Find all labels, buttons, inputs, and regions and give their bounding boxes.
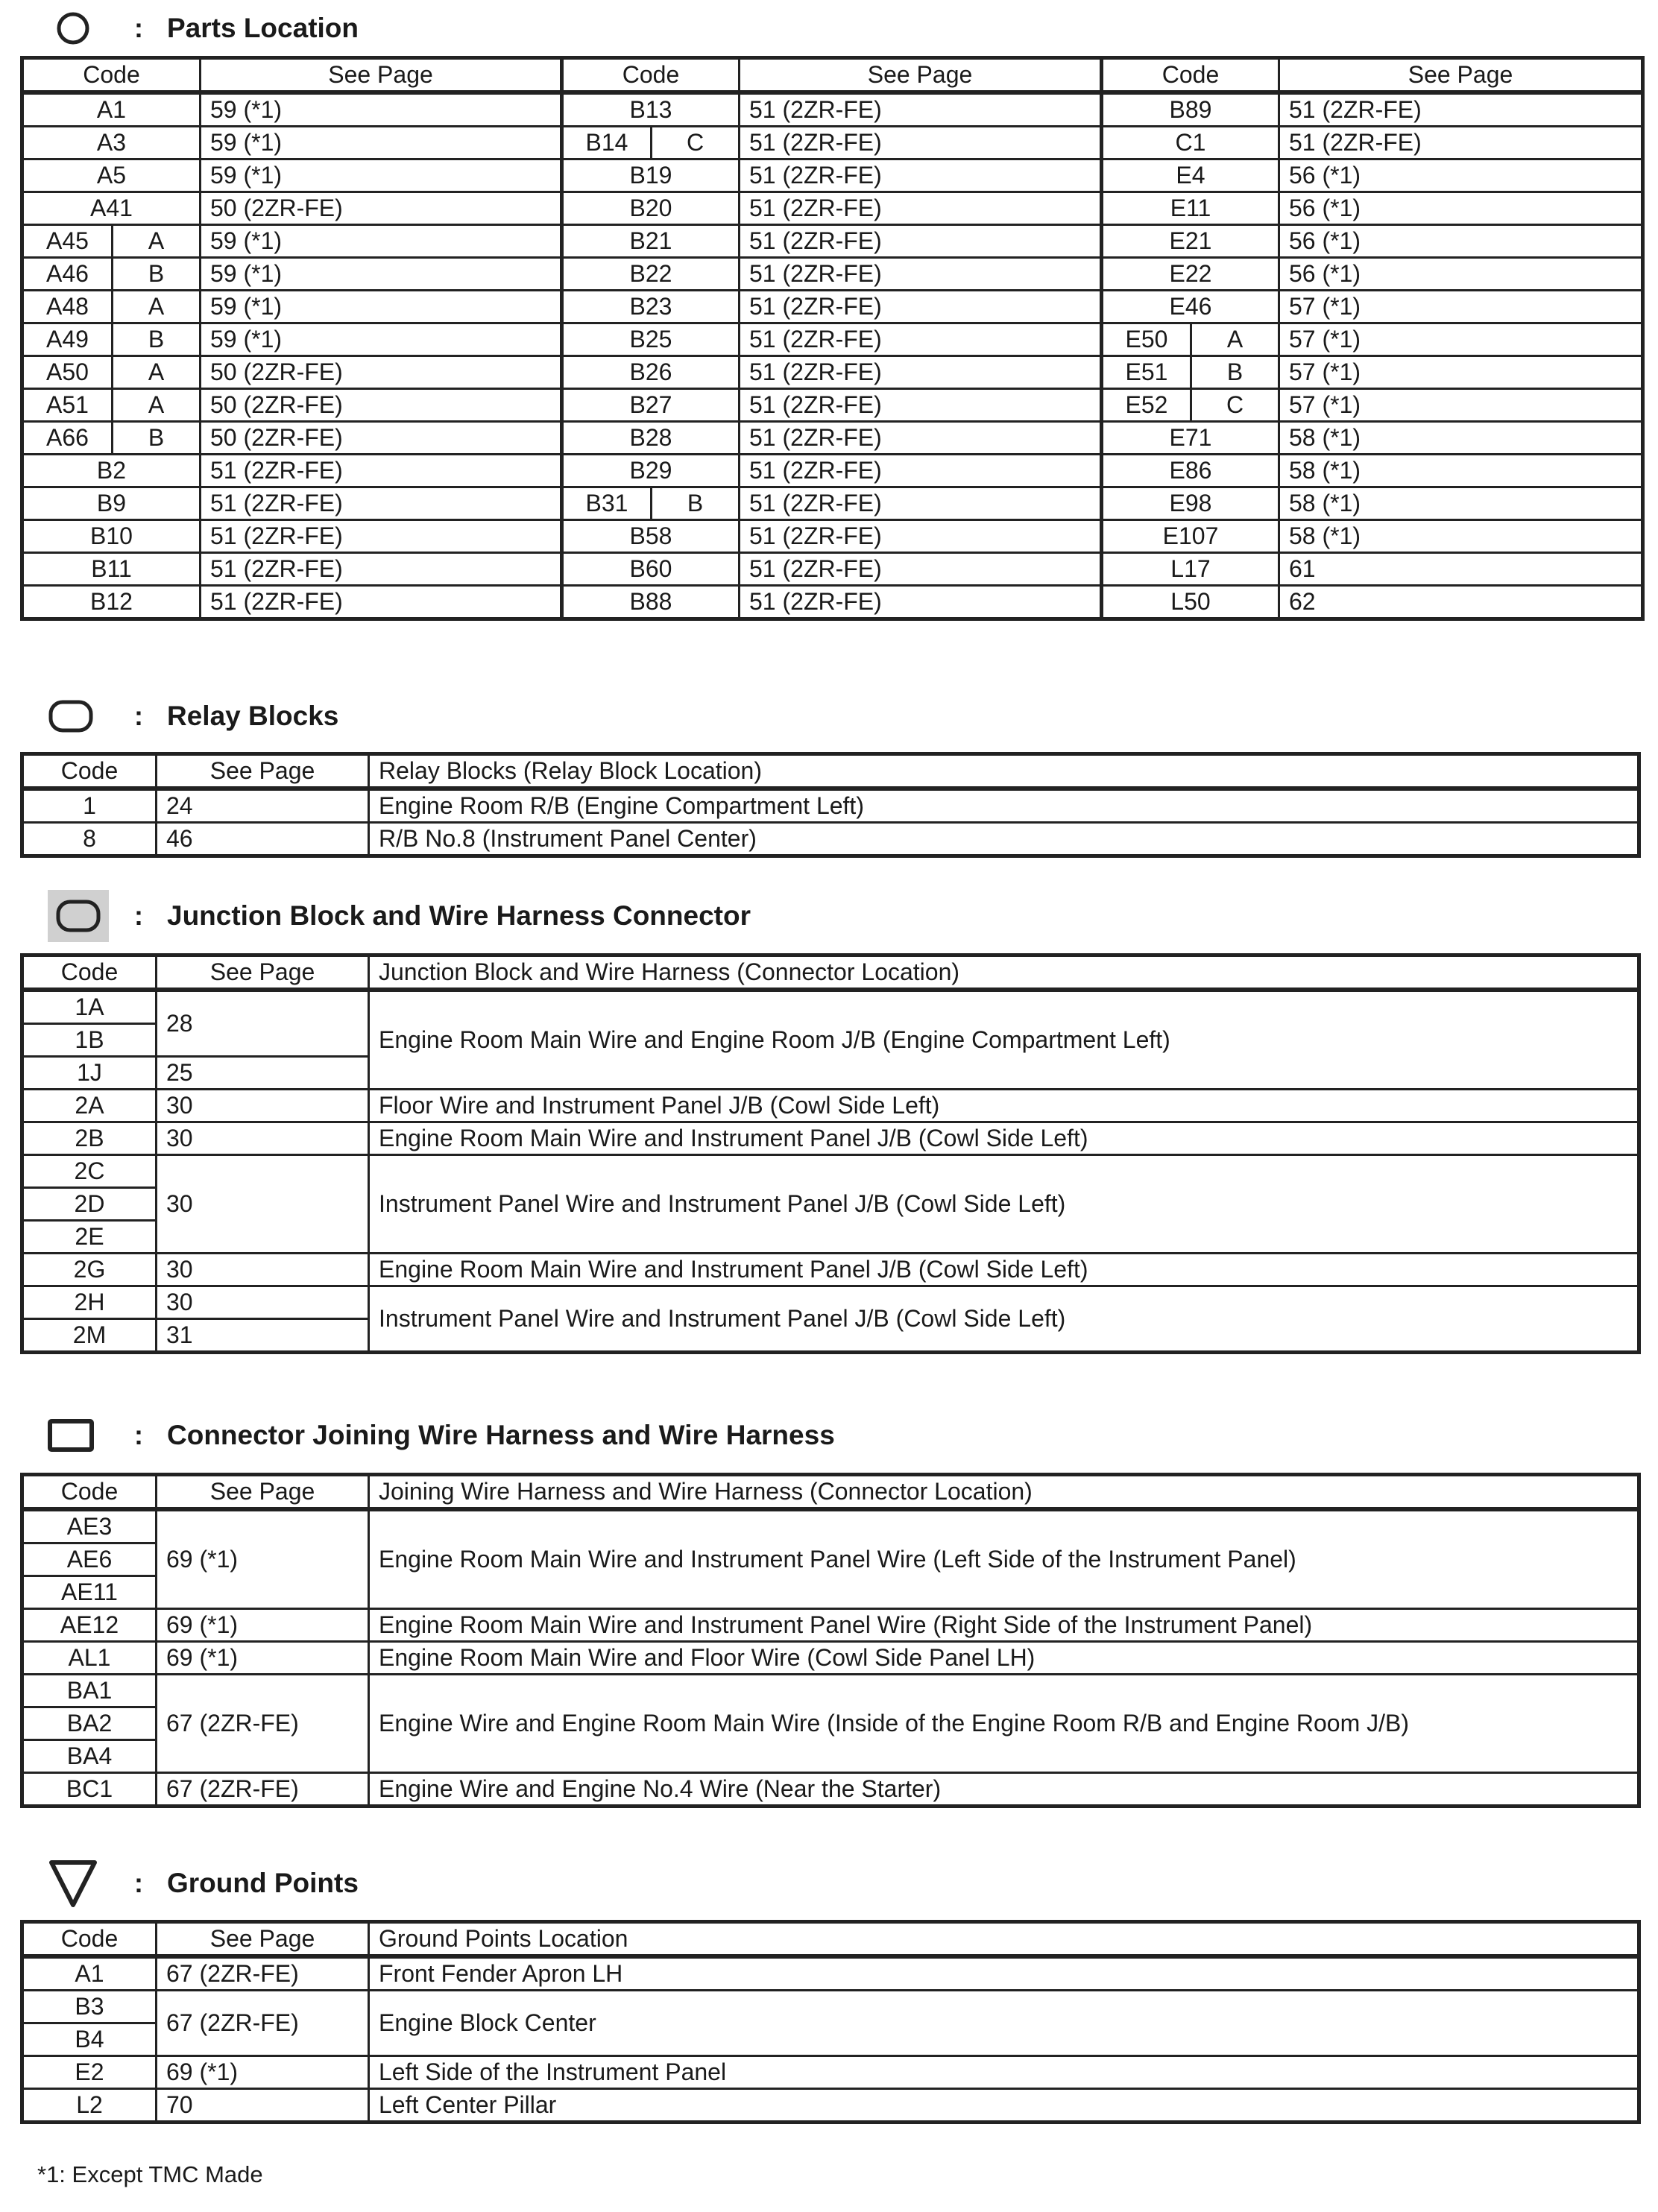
code-cell: BA4: [22, 1740, 157, 1773]
page-cell: 51 (2ZR-FE): [201, 586, 562, 619]
location-cell: Engine Room Main Wire and Engine Room J/B (Engine Compartment Left): [369, 990, 1639, 1090]
code-cell: B22: [562, 258, 740, 291]
code-cell: 2B: [22, 1122, 157, 1155]
code-cell: 2A: [22, 1090, 157, 1122]
location-cell: Engine Room R/B (Engine Compartment Left): [369, 789, 1639, 823]
header-location: Joining Wire Harness and Wire Harness (Connector Location): [369, 1475, 1639, 1510]
code-cell: 2E: [22, 1221, 157, 1254]
code-cell: A50: [22, 356, 113, 389]
page-cell: 25: [157, 1057, 369, 1090]
code-cell: AE12: [22, 1609, 157, 1642]
header-see-page: See Page: [157, 955, 369, 990]
table-row: [22, 159, 1643, 192]
footnote: *1: Except TMC Made: [37, 2161, 263, 2187]
page-cell: 51 (2ZR-FE): [740, 291, 1102, 323]
parts-location-table: [20, 56, 1645, 621]
page-cell: 57 (*1): [1279, 291, 1643, 323]
table-header-row: [22, 1475, 1639, 1510]
section-title: Junction Block and Wire Harness Connector: [167, 900, 751, 931]
page-cell: 51 (2ZR-FE): [740, 258, 1102, 291]
page-cell: 69 (*1): [157, 1509, 369, 1609]
page-cell: 69 (*1): [157, 1609, 369, 1642]
shaded-rounded-rect-icon: [48, 890, 109, 942]
header-see-page: See Page: [201, 58, 562, 93]
table-row: [22, 2089, 1639, 2123]
page-cell: 67 (2ZR-FE): [157, 1675, 369, 1773]
page-cell: 51 (2ZR-FE): [740, 92, 1102, 127]
heading-colon: :: [134, 701, 143, 731]
section-title: Relay Blocks: [167, 701, 339, 731]
code-cell: E2: [22, 2056, 157, 2089]
page-cell: 58 (*1): [1279, 520, 1643, 553]
section-title: Parts Location: [167, 13, 359, 43]
page-cell: 67 (2ZR-FE): [157, 1956, 369, 1991]
connector-sub-cell: A: [113, 225, 201, 258]
code-cell: E98: [1102, 487, 1279, 520]
page-cell: 50 (2ZR-FE): [201, 192, 562, 225]
code-cell: B28: [562, 422, 740, 455]
code-cell: 1A: [22, 990, 157, 1024]
page-cell: 57 (*1): [1279, 356, 1643, 389]
code-cell: E71: [1102, 422, 1279, 455]
page-cell: 56 (*1): [1279, 159, 1643, 192]
code-cell: B20: [562, 192, 740, 225]
location-cell: Instrument Panel Wire and Instrument Panel J/B (Cowl Side Left): [369, 1286, 1639, 1353]
code-cell: A49: [22, 323, 113, 356]
table-row: [22, 553, 1643, 586]
page-cell: 51 (2ZR-FE): [740, 586, 1102, 619]
page-cell: 51 (2ZR-FE): [201, 455, 562, 487]
table-row: [22, 1509, 1639, 1543]
connector-sub-cell: A: [1191, 323, 1279, 356]
page-cell: 67 (2ZR-FE): [157, 1773, 369, 1807]
table-header-row: [22, 58, 1643, 93]
code-cell: B23: [562, 291, 740, 323]
page-cell: 51 (2ZR-FE): [740, 356, 1102, 389]
page-cell: 57 (*1): [1279, 323, 1643, 356]
section-title: Ground Points: [167, 1868, 359, 1898]
connector-joining-table: [20, 1473, 1641, 1808]
code-cell: B89: [1102, 92, 1279, 127]
table-row: [22, 127, 1643, 159]
page-cell: 46: [157, 823, 369, 856]
table-row: [22, 586, 1643, 619]
page-cell: 59 (*1): [201, 225, 562, 258]
connector-sub-cell: A: [113, 291, 201, 323]
page-cell: 50 (2ZR-FE): [201, 389, 562, 422]
code-cell: E11: [1102, 192, 1279, 225]
location-cell: Engine Room Main Wire and Instrument Panel Wire (Left Side of the Instrument Panel): [369, 1509, 1639, 1609]
code-cell: C1: [1102, 127, 1279, 159]
page-cell: 69 (*1): [157, 1642, 369, 1675]
page-cell: 59 (*1): [201, 258, 562, 291]
code-cell: A1: [22, 1956, 157, 1991]
code-cell: B13: [562, 92, 740, 127]
table-row: [22, 487, 1643, 520]
code-cell: E51: [1102, 356, 1191, 389]
connector-sub-cell: B: [113, 323, 201, 356]
header-code: Code: [22, 58, 201, 93]
code-cell: BA2: [22, 1707, 157, 1740]
code-cell: B3: [22, 1991, 157, 2023]
code-cell: 1J: [22, 1057, 157, 1090]
page-cell: 62: [1279, 586, 1643, 619]
page-cell: 28: [157, 990, 369, 1057]
page-cell: 24: [157, 789, 369, 823]
code-cell: L17: [1102, 553, 1279, 586]
connector-sub-cell: A: [113, 389, 201, 422]
page-cell: 50 (2ZR-FE): [201, 356, 562, 389]
table-row: [22, 1155, 1639, 1188]
header-code: Code: [22, 1922, 157, 1957]
section-title: Connector Joining Wire Harness and Wire Harness: [167, 1420, 835, 1450]
location-cell: Instrument Panel Wire and Instrument Panel J/B (Cowl Side Left): [369, 1155, 1639, 1254]
location-cell: Left Side of the Instrument Panel: [369, 2056, 1639, 2089]
code-cell: A1: [22, 92, 201, 127]
table-row: [22, 1609, 1639, 1642]
rounded-rect-icon: [40, 694, 102, 739]
header-see-page: See Page: [157, 1475, 369, 1510]
table-row: [22, 258, 1643, 291]
table-row: [22, 1773, 1639, 1807]
location-cell: Engine Room Main Wire and Instrument Panel J/B (Cowl Side Left): [369, 1254, 1639, 1286]
header-location: Junction Block and Wire Harness (Connector Location): [369, 955, 1639, 990]
code-cell: E22: [1102, 258, 1279, 291]
code-cell: B88: [562, 586, 740, 619]
code-cell: A51: [22, 389, 113, 422]
code-cell: A41: [22, 192, 201, 225]
code-cell: B11: [22, 553, 201, 586]
location-cell: Engine Wire and Engine Room Main Wire (Inside of the Engine Room R/B and Engine Room J/B): [369, 1675, 1639, 1773]
code-cell: E52: [1102, 389, 1191, 422]
header-see-page: See Page: [157, 1922, 369, 1957]
table-row: [22, 291, 1643, 323]
square-icon: [40, 1413, 102, 1458]
location-cell: Engine Wire and Engine No.4 Wire (Near the Starter): [369, 1773, 1639, 1807]
page-cell: 51 (2ZR-FE): [740, 455, 1102, 487]
table-row: [22, 1122, 1639, 1155]
page-cell: 70: [157, 2089, 369, 2123]
code-cell: B58: [562, 520, 740, 553]
table-row: [22, 2056, 1639, 2089]
header-see-page: See Page: [740, 58, 1102, 93]
code-cell: E4: [1102, 159, 1279, 192]
page-cell: 59 (*1): [201, 323, 562, 356]
code-cell: 8: [22, 823, 157, 856]
code-cell: E107: [1102, 520, 1279, 553]
location-cell: Floor Wire and Instrument Panel J/B (Cowl Side Left): [369, 1090, 1639, 1122]
code-cell: B31: [562, 487, 652, 520]
code-cell: 2G: [22, 1254, 157, 1286]
page-cell: 30: [157, 1286, 369, 1319]
code-cell: BA1: [22, 1675, 157, 1707]
location-cell: Front Fender Apron LH: [369, 1956, 1639, 1991]
page-cell: 30: [157, 1254, 369, 1286]
code-cell: 1B: [22, 1024, 157, 1057]
connector-sub-cell: B: [652, 487, 740, 520]
heading-colon: :: [134, 13, 143, 43]
page-cell: 30: [157, 1122, 369, 1155]
code-cell: L2: [22, 2089, 157, 2123]
code-cell: B12: [22, 586, 201, 619]
code-cell: A3: [22, 127, 201, 159]
page-cell: 56 (*1): [1279, 192, 1643, 225]
code-cell: 2D: [22, 1188, 157, 1221]
page-cell: 51 (2ZR-FE): [1279, 127, 1643, 159]
code-cell: A48: [22, 291, 113, 323]
code-cell: B19: [562, 159, 740, 192]
header-code: Code: [22, 955, 157, 990]
code-cell: L50: [1102, 586, 1279, 619]
page-cell: 50 (2ZR-FE): [201, 422, 562, 455]
table-header-row: [22, 754, 1639, 789]
code-cell: B29: [562, 455, 740, 487]
page-cell: 30: [157, 1155, 369, 1254]
code-cell: BC1: [22, 1773, 157, 1807]
code-cell: A46: [22, 258, 113, 291]
code-cell: 2M: [22, 1319, 157, 1353]
code-cell: 1: [22, 789, 157, 823]
page-cell: 61: [1279, 553, 1643, 586]
location-cell: Engine Room Main Wire and Instrument Panel Wire (Right Side of the Instrument Panel): [369, 1609, 1639, 1642]
table-row: [22, 92, 1643, 127]
page-cell: 56 (*1): [1279, 258, 1643, 291]
code-cell: B27: [562, 389, 740, 422]
connector-sub-cell: B: [1191, 356, 1279, 389]
code-cell: A5: [22, 159, 201, 192]
location-cell: Left Center Pillar: [369, 2089, 1639, 2123]
table-row: [22, 789, 1639, 823]
location-cell: Engine Room Main Wire and Floor Wire (Cowl Side Panel LH): [369, 1642, 1639, 1675]
page-cell: 59 (*1): [201, 159, 562, 192]
page-cell: 51 (2ZR-FE): [740, 159, 1102, 192]
page-cell: 67 (2ZR-FE): [157, 1991, 369, 2056]
ground-points-table: [20, 1920, 1641, 2124]
table-row: [22, 520, 1643, 553]
code-cell: AE6: [22, 1543, 157, 1576]
code-cell: B14: [562, 127, 652, 159]
code-cell: AE11: [22, 1576, 157, 1609]
page-cell: 51 (2ZR-FE): [740, 487, 1102, 520]
page-cell: 31: [157, 1319, 369, 1353]
heading-colon: :: [134, 900, 143, 931]
code-cell: E46: [1102, 291, 1279, 323]
page-cell: 56 (*1): [1279, 225, 1643, 258]
relay-blocks-table: [20, 752, 1641, 858]
code-cell: B10: [22, 520, 201, 553]
heading-colon: :: [134, 1868, 143, 1898]
page-cell: 51 (2ZR-FE): [740, 422, 1102, 455]
page-cell: 51 (2ZR-FE): [201, 487, 562, 520]
page-cell: 59 (*1): [201, 92, 562, 127]
page-cell: 69 (*1): [157, 2056, 369, 2089]
table-header-row: [22, 955, 1639, 990]
code-cell: B21: [562, 225, 740, 258]
page-cell: 51 (2ZR-FE): [201, 553, 562, 586]
page-cell: 58 (*1): [1279, 455, 1643, 487]
page-cell: 59 (*1): [201, 127, 562, 159]
code-cell: A45: [22, 225, 113, 258]
triangle-down-icon: [42, 1857, 104, 1909]
code-cell: 2H: [22, 1286, 157, 1319]
code-cell: E21: [1102, 225, 1279, 258]
table-row: [22, 1254, 1639, 1286]
code-cell: B25: [562, 323, 740, 356]
connector-sub-cell: B: [113, 422, 201, 455]
page-cell: 51 (2ZR-FE): [740, 323, 1102, 356]
connector-sub-cell: C: [1191, 389, 1279, 422]
page-cell: 51 (2ZR-FE): [740, 520, 1102, 553]
table-row: [22, 192, 1643, 225]
code-cell: AL1: [22, 1642, 157, 1675]
page-cell: 58 (*1): [1279, 422, 1643, 455]
table-header-row: [22, 1922, 1639, 1957]
connector-sub-cell: A: [113, 356, 201, 389]
code-cell: 2C: [22, 1155, 157, 1188]
header-location: Ground Points Location: [369, 1922, 1639, 1957]
table-row: [22, 455, 1643, 487]
page-cell: 58 (*1): [1279, 487, 1643, 520]
header-code: Code: [1102, 58, 1279, 93]
code-cell: B4: [22, 2023, 157, 2056]
page-cell: 51 (2ZR-FE): [740, 553, 1102, 586]
circle-icon: [42, 6, 104, 51]
code-cell: E86: [1102, 455, 1279, 487]
page-cell: 51 (2ZR-FE): [740, 225, 1102, 258]
table-row: [22, 1991, 1639, 2023]
table-row: [22, 823, 1639, 856]
table-row: [22, 422, 1643, 455]
table-row: [22, 990, 1639, 1024]
page-cell: 51 (2ZR-FE): [740, 127, 1102, 159]
header-see-page: See Page: [1279, 58, 1643, 93]
header-see-page: See Page: [157, 754, 369, 789]
page-cell: 57 (*1): [1279, 389, 1643, 422]
code-cell: E50: [1102, 323, 1191, 356]
page-cell: 30: [157, 1090, 369, 1122]
table-row: [22, 1286, 1639, 1319]
page-cell: 51 (2ZR-FE): [740, 389, 1102, 422]
connector-sub-cell: B: [113, 258, 201, 291]
code-cell: B26: [562, 356, 740, 389]
page-cell: 51 (2ZR-FE): [201, 520, 562, 553]
header-code: Code: [562, 58, 740, 93]
table-row: [22, 389, 1643, 422]
location-cell: R/B No.8 (Instrument Panel Center): [369, 823, 1639, 856]
page-cell: 51 (2ZR-FE): [1279, 92, 1643, 127]
heading-colon: :: [134, 1420, 143, 1450]
header-location: Relay Blocks (Relay Block Location): [369, 754, 1639, 789]
location-cell: Engine Block Center: [369, 1991, 1639, 2056]
table-row: [22, 1090, 1639, 1122]
code-cell: A66: [22, 422, 113, 455]
page-cell: 51 (2ZR-FE): [740, 192, 1102, 225]
header-code: Code: [22, 1475, 157, 1510]
location-cell: Engine Room Main Wire and Instrument Panel J/B (Cowl Side Left): [369, 1122, 1639, 1155]
table-row: [22, 356, 1643, 389]
table-row: [22, 1956, 1639, 1991]
table-row: [22, 225, 1643, 258]
code-cell: B2: [22, 455, 201, 487]
page-cell: 59 (*1): [201, 291, 562, 323]
header-code: Code: [22, 754, 157, 789]
code-cell: B60: [562, 553, 740, 586]
table-row: [22, 1642, 1639, 1675]
code-cell: B9: [22, 487, 201, 520]
junction-block-table: [20, 953, 1641, 1354]
table-row: [22, 323, 1643, 356]
table-row: [22, 1675, 1639, 1707]
code-cell: AE3: [22, 1509, 157, 1543]
connector-sub-cell: C: [652, 127, 740, 159]
